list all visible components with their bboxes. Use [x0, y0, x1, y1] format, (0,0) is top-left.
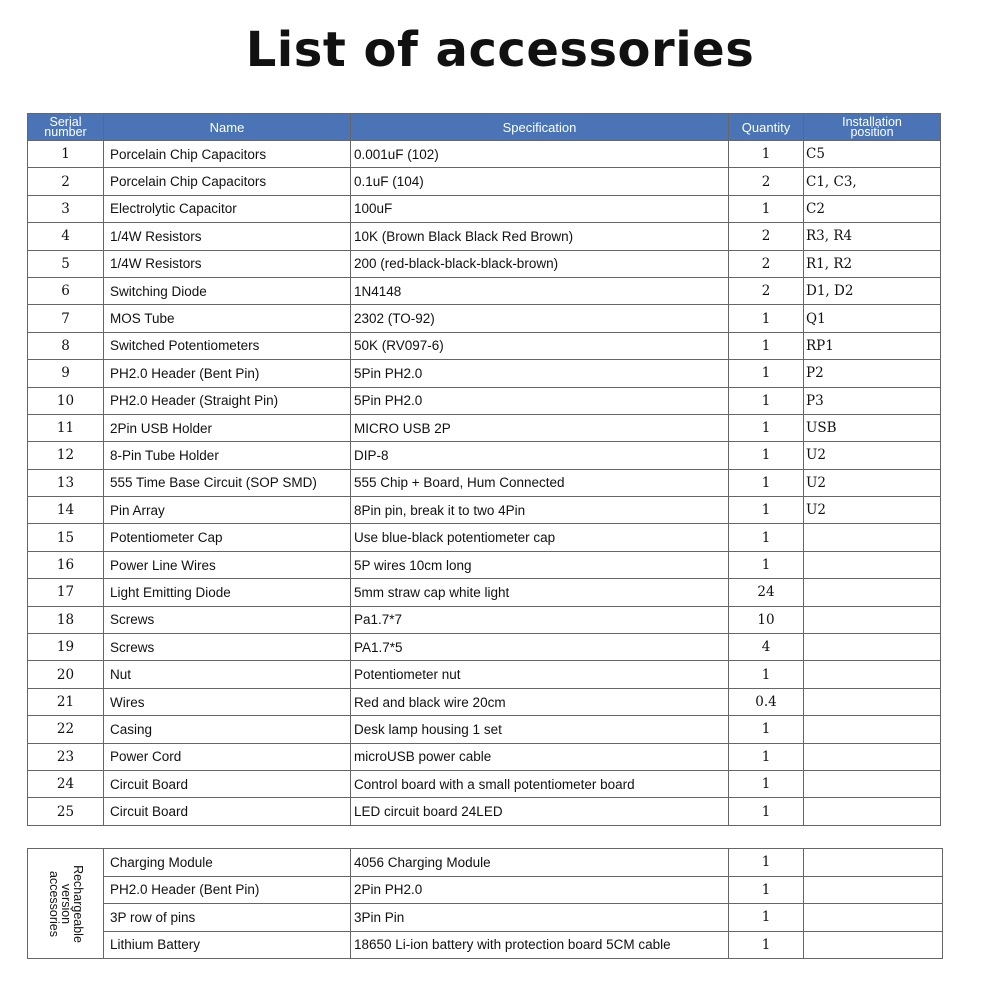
serial-number-cell: 1: [28, 141, 104, 168]
serial-number-cell: 6: [28, 277, 104, 304]
serial-number-cell: 8: [28, 332, 104, 359]
table-row: [28, 716, 941, 743]
quantity-cell: 24: [729, 579, 804, 606]
installation-position-cell: [804, 904, 943, 932]
installation-position-cell: C2: [804, 195, 941, 222]
name-cell: Power Cord: [104, 743, 351, 770]
quantity-cell: 1: [729, 305, 804, 332]
specification-cell: 50K (RV097-6): [351, 332, 729, 359]
serial-number-cell: 20: [28, 661, 104, 688]
table-row: [28, 277, 941, 304]
rechargeable-label-line: version: [58, 883, 73, 924]
quantity-cell: 1: [729, 332, 804, 359]
quantity-cell: 1: [729, 524, 804, 551]
quantity-cell: 10: [729, 606, 804, 633]
installation-position-cell: [804, 716, 941, 743]
name-cell: 2Pin USB Holder: [104, 414, 351, 441]
quantity-cell: 1: [729, 798, 804, 825]
quantity-cell: 0.4: [729, 688, 804, 715]
installation-position-cell: USB: [804, 414, 941, 441]
serial-number-cell: 17: [28, 579, 104, 606]
serial-number-cell: 7: [28, 305, 104, 332]
header-position-line1: Installation: [842, 115, 902, 129]
specification-cell: 4056 Charging Module: [351, 849, 729, 877]
quantity-cell: 4: [729, 634, 804, 661]
name-cell: Switching Diode: [104, 277, 351, 304]
quantity-cell: 1: [729, 661, 804, 688]
header-serial-line2: number: [44, 125, 87, 139]
specification-cell: 2Pin PH2.0: [351, 876, 729, 904]
installation-position-cell: R3, R4: [804, 223, 941, 250]
specification-cell: 2302 (TO-92): [351, 305, 729, 332]
specification-cell: 5Pin PH2.0: [351, 387, 729, 414]
name-cell: Lithium Battery: [104, 931, 351, 959]
specification-cell: 200 (red-black-black-black-brown): [351, 250, 729, 277]
quantity-cell: 1: [729, 743, 804, 770]
serial-number-cell: 4: [28, 223, 104, 250]
table-row: [28, 634, 941, 661]
quantity-cell: 1: [729, 551, 804, 578]
quantity-cell: 1: [729, 876, 804, 904]
serial-number-cell: 18: [28, 606, 104, 633]
quantity-cell: 1: [729, 497, 804, 524]
table-row: [28, 524, 941, 551]
rechargeable-label-text: [48, 865, 84, 943]
table-row: [28, 798, 941, 825]
table-row: [28, 688, 941, 715]
rechargeable-accessories-table: [27, 848, 943, 959]
accessories-table: [27, 113, 941, 826]
table-row: [28, 661, 941, 688]
installation-position-cell: [804, 743, 941, 770]
specification-cell: Control board with a small potentiometer board: [351, 770, 729, 797]
name-cell: Screws: [104, 634, 351, 661]
specification-cell: 10K (Brown Black Black Red Brown): [351, 223, 729, 250]
table-header-row: [28, 114, 941, 141]
table-row: [28, 469, 941, 496]
quantity-cell: 1: [729, 387, 804, 414]
quantity-cell: 1: [729, 195, 804, 222]
table-row: [28, 579, 941, 606]
rechargeable-label-line: Rechargeable: [70, 864, 85, 943]
quantity-cell: 2: [729, 223, 804, 250]
name-cell: Pin Array: [104, 497, 351, 524]
installation-position-cell: [804, 688, 941, 715]
installation-position-cell: U2: [804, 442, 941, 469]
serial-number-cell: 21: [28, 688, 104, 715]
installation-position-cell: [804, 849, 943, 877]
header-serial-line1: Serial: [49, 115, 82, 129]
header-name: Name: [104, 114, 351, 141]
specification-cell: 100uF: [351, 195, 729, 222]
installation-position-cell: [804, 634, 941, 661]
installation-position-cell: [804, 524, 941, 551]
serial-number-cell: 23: [28, 743, 104, 770]
table-row: [28, 497, 941, 524]
table-row: [28, 743, 941, 770]
table-row: [28, 849, 943, 877]
serial-number-cell: 9: [28, 360, 104, 387]
installation-position-cell: [804, 931, 943, 959]
quantity-cell: 1: [729, 360, 804, 387]
serial-number-cell: 13: [28, 469, 104, 496]
specification-cell: Red and black wire 20cm: [351, 688, 729, 715]
specification-cell: 8Pin pin, break it to two 4Pin: [351, 497, 729, 524]
name-cell: 555 Time Base Circuit (SOP SMD): [104, 469, 351, 496]
name-cell: Wires: [104, 688, 351, 715]
serial-number-cell: 3: [28, 195, 104, 222]
name-cell: Circuit Board: [104, 798, 351, 825]
header-position-line2: position: [850, 125, 894, 139]
installation-position-cell: U2: [804, 469, 941, 496]
table-row: [28, 876, 943, 904]
name-cell: Circuit Board: [104, 770, 351, 797]
specification-cell: 1N4148: [351, 277, 729, 304]
installation-position-cell: C1, C3,: [804, 168, 941, 195]
specification-cell: PA1.7*5: [351, 634, 729, 661]
page-title: List of accessories: [245, 22, 755, 78]
installation-position-cell: P3: [804, 387, 941, 414]
name-cell: PH2.0 Header (Straight Pin): [104, 387, 351, 414]
quantity-cell: 2: [729, 277, 804, 304]
header-serial-number: [28, 114, 104, 141]
quantity-cell: 1: [729, 716, 804, 743]
rechargeable-label-line: accessories: [46, 870, 61, 937]
name-cell: Potentiometer Cap: [104, 524, 351, 551]
table-row: [28, 250, 941, 277]
name-cell: Casing: [104, 716, 351, 743]
table-row: [28, 904, 943, 932]
table-row: [28, 414, 941, 441]
specification-cell: 555 Chip + Board, Hum Connected: [351, 469, 729, 496]
quantity-cell: 2: [729, 168, 804, 195]
quantity-cell: 1: [729, 414, 804, 441]
quantity-cell: 1: [729, 469, 804, 496]
name-cell: Power Line Wires: [104, 551, 351, 578]
serial-number-cell: 24: [28, 770, 104, 797]
header-specification: Specification: [351, 114, 729, 141]
installation-position-cell: [804, 606, 941, 633]
quantity-cell: 1: [729, 904, 804, 932]
installation-position-cell: [804, 876, 943, 904]
installation-position-cell: [804, 798, 941, 825]
name-cell: Porcelain Chip Capacitors: [104, 141, 351, 168]
header-installation-position: [804, 114, 941, 141]
serial-number-cell: 16: [28, 551, 104, 578]
specification-cell: microUSB power cable: [351, 743, 729, 770]
name-cell: Charging Module: [104, 849, 351, 877]
name-cell: 8-Pin Tube Holder: [104, 442, 351, 469]
specification-cell: 5mm straw cap white light: [351, 579, 729, 606]
name-cell: PH2.0 Header (Bent Pin): [104, 360, 351, 387]
table-row: [28, 360, 941, 387]
name-cell: 3P row of pins: [104, 904, 351, 932]
installation-position-cell: Q1: [804, 305, 941, 332]
name-cell: Nut: [104, 661, 351, 688]
specification-cell: 5Pin PH2.0: [351, 360, 729, 387]
specification-cell: 0.001uF (102): [351, 141, 729, 168]
table-row: [28, 223, 941, 250]
table-row: [28, 195, 941, 222]
table-row: [28, 442, 941, 469]
specification-cell: Desk lamp housing 1 set: [351, 716, 729, 743]
installation-position-cell: U2: [804, 497, 941, 524]
installation-position-cell: D1, D2: [804, 277, 941, 304]
rechargeable-version-label: [28, 849, 104, 959]
name-cell: Screws: [104, 606, 351, 633]
serial-number-cell: 25: [28, 798, 104, 825]
serial-number-cell: 22: [28, 716, 104, 743]
name-cell: Porcelain Chip Capacitors: [104, 168, 351, 195]
serial-number-cell: 12: [28, 442, 104, 469]
specification-cell: Use blue-black potentiometer cap: [351, 524, 729, 551]
specification-cell: 18650 Li-ion battery with protection board 5CM cable: [351, 931, 729, 959]
installation-position-cell: [804, 551, 941, 578]
installation-position-cell: [804, 579, 941, 606]
header-quantity: Quantity: [729, 114, 804, 141]
specification-cell: DIP-8: [351, 442, 729, 469]
table-row: [28, 770, 941, 797]
installation-position-cell: [804, 770, 941, 797]
table-row: [28, 551, 941, 578]
serial-number-cell: 19: [28, 634, 104, 661]
specification-cell: LED circuit board 24LED: [351, 798, 729, 825]
table-row: [28, 168, 941, 195]
table-row: [28, 931, 943, 959]
quantity-cell: 1: [729, 770, 804, 797]
specification-cell: 3Pin Pin: [351, 904, 729, 932]
quantity-cell: 1: [729, 931, 804, 959]
name-cell: 1/4W Resistors: [104, 223, 351, 250]
serial-number-cell: 15: [28, 524, 104, 551]
serial-number-cell: 14: [28, 497, 104, 524]
serial-number-cell: 10: [28, 387, 104, 414]
installation-position-cell: RP1: [804, 332, 941, 359]
specification-cell: Pa1.7*7: [351, 606, 729, 633]
serial-number-cell: 11: [28, 414, 104, 441]
quantity-cell: 1: [729, 849, 804, 877]
table-row: [28, 332, 941, 359]
specification-cell: 0.1uF (104): [351, 168, 729, 195]
table-row: [28, 305, 941, 332]
specification-cell: MICRO USB 2P: [351, 414, 729, 441]
installation-position-cell: P2: [804, 360, 941, 387]
name-cell: 1/4W Resistors: [104, 250, 351, 277]
specification-cell: Potentiometer nut: [351, 661, 729, 688]
name-cell: Switched Potentiometers: [104, 332, 351, 359]
table-row: [28, 141, 941, 168]
name-cell: Electrolytic Capacitor: [104, 195, 351, 222]
installation-position-cell: [804, 661, 941, 688]
quantity-cell: 2: [729, 250, 804, 277]
name-cell: MOS Tube: [104, 305, 351, 332]
quantity-cell: 1: [729, 442, 804, 469]
serial-number-cell: 5: [28, 250, 104, 277]
installation-position-cell: R1, R2: [804, 250, 941, 277]
table-row: [28, 387, 941, 414]
name-cell: PH2.0 Header (Bent Pin): [104, 876, 351, 904]
quantity-cell: 1: [729, 141, 804, 168]
installation-position-cell: C5: [804, 141, 941, 168]
specification-cell: 5P wires 10cm long: [351, 551, 729, 578]
serial-number-cell: 2: [28, 168, 104, 195]
name-cell: Light Emitting Diode: [104, 579, 351, 606]
table-row: [28, 606, 941, 633]
